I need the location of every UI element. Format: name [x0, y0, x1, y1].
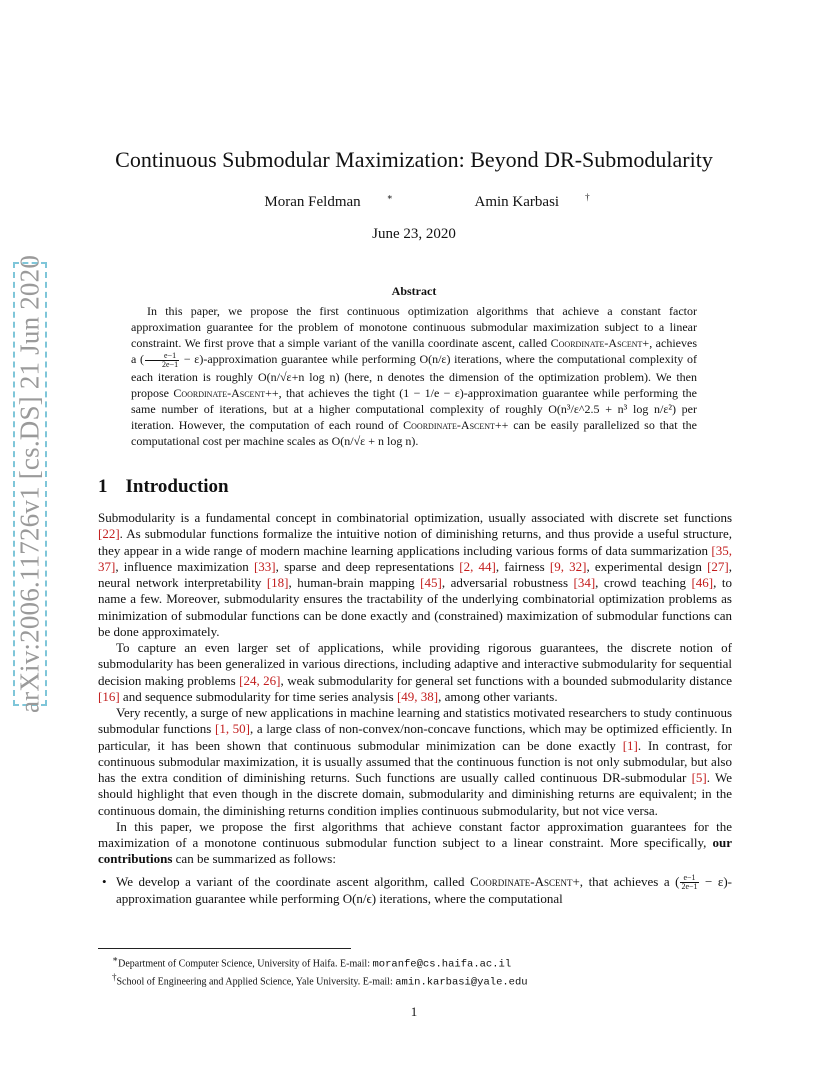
- bullet-icon: •: [102, 873, 107, 889]
- abstract-body: In this paper, we propose the first continuous optimization algorithms that achieve a constant factor approximation guarantee for the problem of monotone continuous submodular maximization subject to a linear constraint. We first prove that a simple variant of the vanilla coordinate ascent, called Coordinate-Ascent+, achieves a ( $\frac{e-1}{2e-1}$ − ε)-approximation guarantee while performing O(n/ε) iterations, where the computational complexity of each iteration is roughly O(n/√ε+n log n) (here, n denotes the dimension of the optimization problem). We then propose Coordinate-Ascent++, that achieves the tight (1 − 1/e − ε)-approximation guarantee while performing the same number of iterations, but at a higher computational complexity of roughly O(n³/ε^2.5 + n³ log n/ε²) per iteration. However, the computation of each round of Coordinate-Ascent++ can be easily parallelized so that the computational cost per machine scales as O(n/√ε + n log n).: [131, 304, 698, 449]
- list-item: • We develop a variant of the coordinate ascent algorithm, called Coordinate-Ascent+, that achieves a ( $\frac{e-1}{2e-1}$ − ε)-approximation guarantee while performing O(n/ϵ) iterations, where the computational: [102, 873, 733, 907]
- paragraph: In this paper, we propose the first algorithms that achieve constant factor approximation guarantees for the maximization of a monotone continuous submodular function subject to a linear constraint. More specifically, our contributions can be summarized as follows:: [98, 818, 732, 867]
- citation-link[interactable]: [45]: [420, 575, 442, 590]
- paragraph: Submodularity is a fundamental concept in combinatorial optimization, usually associated with discrete set functions [22]. As submodular functions formalize the intuitive notion of diminishing returns, and thus provide a useful structure, they appear in a wide range of modern machine learning applications including various forms of data summarization [35, 37], influence maximization [33], sparse and deep representations [2, 44], fairness [9, 32], experimental design [27], neural network interpretability [18], human-brain mapping [45], adversarial robustness [34], crowd teaching [46], to name a few. Moreover, submodularity ensures the tractability of the underlying combinatorial optimization problems as minimization of submodular functions can be done exactly and (constrained) maximization of submodular functions can be done approximately.: [98, 510, 732, 639]
- paper-date: June 23, 2020: [372, 226, 456, 242]
- citation-link[interactable]: [46]: [691, 575, 714, 590]
- arxiv-identifier: arXiv:2006.11726v1 [cs.DS] 21 Jun 2020: [14, 254, 45, 714]
- body-text: [98, 510, 732, 907]
- author: Moran Feldman ∗: [264, 192, 393, 210]
- abstract-heading: Abstract: [391, 284, 437, 298]
- footnote-divider: [98, 948, 351, 949]
- citation-link[interactable]: [49, 38]: [396, 688, 439, 704]
- page-number: 1: [410, 1004, 418, 1019]
- email-link[interactable]: amin.karbasi@yale.edu: [395, 976, 528, 989]
- fraction: $\frac{e-1}{2e-1}$: [681, 873, 698, 892]
- contribution-list: [98, 874, 732, 908]
- citation-link[interactable]: [16]: [98, 688, 120, 704]
- paper-title: Continuous Submodular Maximization: Beyond DR-Submodularity: [115, 147, 713, 172]
- author-list: [0, 192, 828, 211]
- citation-link[interactable]: [35, 37]: [98, 542, 732, 574]
- footnote: ∗Department of Computer Science, University of Haifa. E-mail: moranfe@cs.haifa.ac.il: [112, 954, 512, 971]
- algorithm-name: Coordinate-Ascent+: [470, 873, 580, 889]
- footnote: †School of Engineering and Applied Science, Yale University. E-mail: amin.karbasi@yale.edu: [112, 972, 528, 989]
- citation-link[interactable]: [24, 26]: [239, 672, 281, 688]
- author: Amin Karbasi †: [474, 192, 590, 210]
- citation-link[interactable]: [5]: [691, 770, 707, 785]
- section-heading: 1 Introduction: [98, 476, 229, 497]
- citation-link[interactable]: [1, 50]: [214, 721, 250, 737]
- algorithm-name: Coordinate-Ascent+: [550, 336, 650, 351]
- citation-link[interactable]: [27]: [707, 558, 729, 574]
- citation-link[interactable]: [2, 44]: [459, 558, 496, 574]
- paragraph: To capture an even larger set of applications, while providing rigorous guarantees, the discrete notion of submodularity has been generalized in various directions, including adaptive and interactive submodularity for sequential decision making problems [24, 26], weak submodularity for general set functions with a bounded submodularity distance [16] and sequence submodularity for time series analysis [49, 38], among other variants.: [98, 640, 732, 704]
- fraction: $\frac{e-1}{2e-1}$: [145, 352, 179, 369]
- citation-link[interactable]: [33]: [253, 558, 276, 574]
- email-link[interactable]: moranfe@cs.haifa.ac.il: [372, 958, 512, 971]
- algorithm-name: Coordinate-Ascent++: [403, 418, 509, 433]
- paragraph: Very recently, a surge of new applications in machine learning and statistics motivated researchers to study continuous submodular functions [1, 50], a large class of non-convex/non-concave functions, which may be optimized efficiently. In particular, it has been shown that continuous submodular minimization can be done exactly [1]. In contrast, for continuous submodular maximization, it is usually assumed that the continuous function is not only submodular, but also has the extra condition of diminishing returns. Such functions are usually called continuous DR-submodular [5]. We should highlight that even though in the discrete domain, submodularity and diminishing returns are equivalent; in the continuous domain, the diminishing returns condition implies continuous submodularity, but not vice versa.: [98, 705, 733, 818]
- algorithm-name: Coordinate-Ascent++: [173, 386, 279, 401]
- citation-link[interactable]: [18]: [266, 575, 289, 590]
- citation-link[interactable]: [22]: [98, 526, 120, 542]
- citation-link[interactable]: [9, 32]: [549, 558, 587, 574]
- citation-link[interactable]: [34]: [573, 575, 596, 590]
- arxiv-stamp: [13, 254, 47, 714]
- footnotes: [98, 953, 732, 990]
- citation-link[interactable]: [1]: [622, 737, 638, 753]
- emphasis: our contributions: [98, 835, 732, 867]
